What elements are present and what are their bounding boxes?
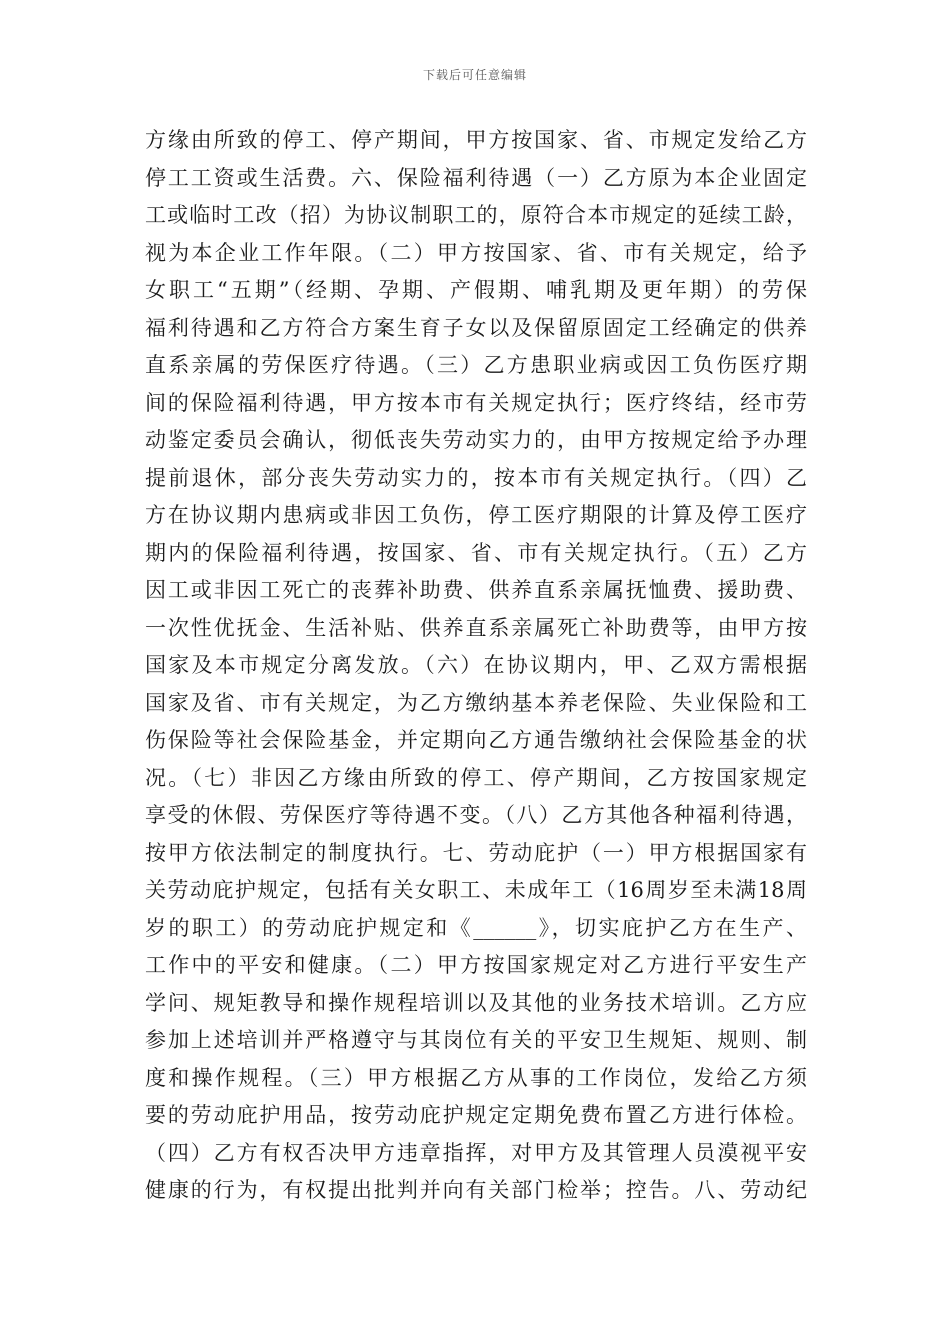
text-line: 按甲方依法制定的制度执行。七、劳动庇护（一）甲方根据国家有 xyxy=(145,840,807,865)
text-line: 间的保险福利待遇，甲方按本市有关规定执行；医疗终结，经市劳 xyxy=(145,390,807,415)
text-line: 动鉴定委员会确认，彻低丧失劳动实力的，由甲方按规定给予办理 xyxy=(145,428,807,452)
text-line: 学问、规矩教导和操作规程培训以及其他的业务技术培训。乙方应 xyxy=(145,990,807,1015)
text-line: 女职工“五期”（经期、孕期、产假期、哺乳期及更年期）的劳保 xyxy=(145,278,807,302)
text-line: 视为本企业工作年限。（二）甲方按国家、省、市有关规定，给予 xyxy=(145,240,807,265)
text-line: 国家及本市规定分离发放。（六）在协议期内，甲、乙双方需根据 xyxy=(145,653,807,677)
text-line: 国家及省、市有关规定，为乙方缴纳基本养老保险、失业保险和工 xyxy=(145,690,807,715)
text-line: 工作中的平安和健康。（二）甲方按国家规定对乙方进行平安生产 xyxy=(145,953,807,977)
text-line: 福利待遇和乙方符合方案生育子女以及保留原固定工经确定的供养 xyxy=(145,315,807,340)
text-line: 享受的休假、劳保医疗等待遇不变。（八）乙方其他各种福利待遇， xyxy=(145,803,807,827)
text-line: 停工工资或生活费。六、保险福利待遇（一）乙方原为本企业固定 xyxy=(145,165,807,190)
text-line: 提前退休，部分丧失劳动实力的，按本市有关规定执行。（四）乙 xyxy=(145,465,807,490)
text-line: 度和操作规程。（三）甲方根据乙方从事的工作岗位，发给乙方须 xyxy=(145,1065,807,1090)
text-line: 直系亲属的劳保医疗待遇。（三）乙方患职业病或因工负伤医疗期 xyxy=(145,353,807,377)
text-line: 期内的保险福利待遇，按国家、省、市有关规定执行。（五）乙方 xyxy=(145,540,807,565)
text-line: 工或临时工改（招）为协议制职工的，原符合本市规定的延续工龄， xyxy=(145,203,807,227)
text-line: 方缘由所致的停工、停产期间，甲方按国家、省、市规定发给乙方 xyxy=(145,128,807,152)
text-line: 况。（七）非因乙方缘由所致的停工、停产期间，乙方按国家规定 xyxy=(145,765,807,790)
text-line: 要的劳动庇护用品，按劳动庇护规定定期免费布置乙方进行体检。 xyxy=(145,1103,807,1127)
text-line: 健康的行为，有权提出批判并向有关部门检举；控告。八、劳动纪 xyxy=(145,1178,807,1202)
text-line: （四）乙方有权否决甲方违章指挥，对甲方及其管理人员漠视平安 xyxy=(145,1140,807,1165)
text-line: 关劳动庇护规定，包括有关女职工、未成年工（16周岁至未满18周 xyxy=(145,878,807,902)
text-line: 参加上述培训并严格遵守与其岗位有关的平安卫生规矩、规则、制 xyxy=(145,1028,807,1052)
text-line: 一次性优抚金、生活补贴、供养直系亲属死亡补助费等，由甲方按 xyxy=(145,615,807,640)
text-line: 伤保险等社会保险基金，并定期向乙方通告缴纳社会保险基金的状 xyxy=(145,728,807,752)
text-line: 方在协议期内患病或非因工负伤，停工医疗期限的计算及停工医疗 xyxy=(145,503,807,527)
page-header: 下载后可任意编辑 xyxy=(422,68,527,82)
document-body xyxy=(145,122,807,1210)
text-line: 岁的职工）的劳动庇护规定和《______》，切实庇护乙方在生产、 xyxy=(145,915,807,940)
text-line: 因工或非因工死亡的丧葬补助费、供养直系亲属抚恤费、援助费、 xyxy=(145,578,807,602)
